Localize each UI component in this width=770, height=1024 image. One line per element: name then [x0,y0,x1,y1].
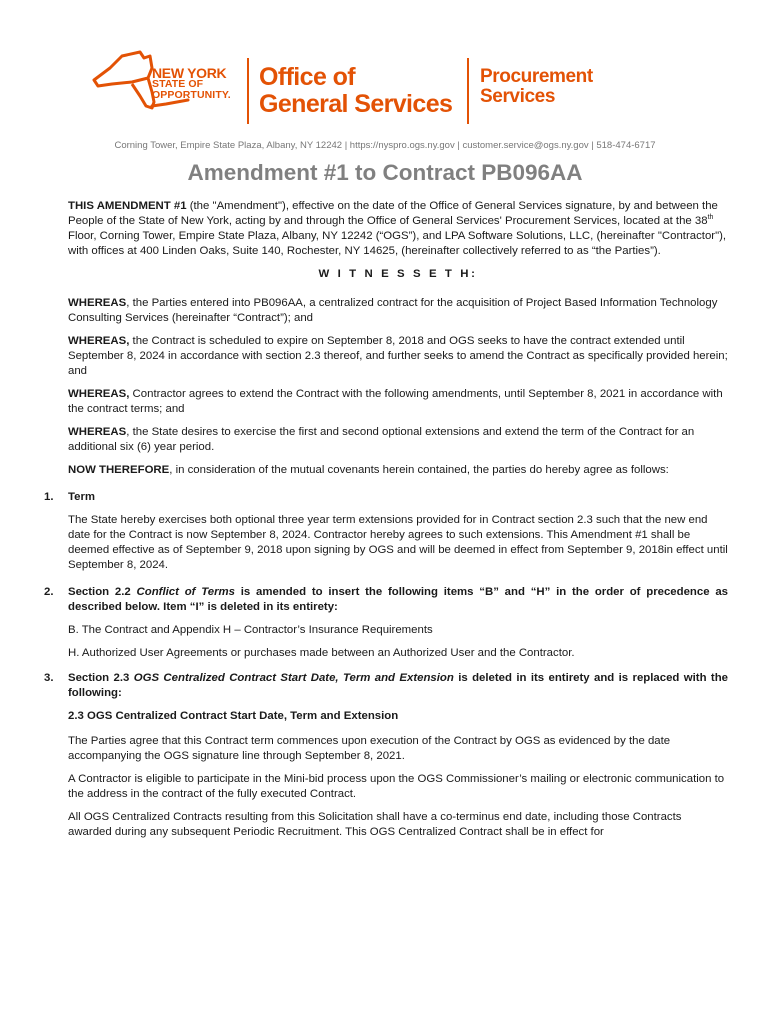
section-3-paragraph: A Contractor is eligible to participate in the Mini-bid process upon the OGS Commissioner’s mailing or electronic communication to the address in the contract of the fully executed Contract. [68,773,725,800]
precedence-item-b: B. The Contract and Appendix H – Contractor’s Insurance Requirements [68,624,433,636]
ogs-name: Office of General Services [259,63,453,118]
whereas-paragraph: WHEREAS, the State desires to exercise the first and second optional extensions and extend the term of the Contract for an additional six (6) year period. [68,426,695,453]
section-2-heading: 2. Section 2.2 Conflict of Terms is amended to insert the following items “B” and “H” in the order of precedence as described below. Item “I” is deleted in its entirety: [44,586,729,613]
procurement-services-name: Procurement Services [480,66,593,107]
whereas-paragraph: WHEREAS, the Contract is scheduled to expire on September 8, 2018 and OGS seeks to have the contract extended until September 8, 2024 in accordance with section 2.3 thereof, and further seeks to amend the Contract as specifically provided herein; and [68,335,728,377]
section-1-body: The State hereby exercises both optional three year term extensions provided for in Contract section 2.3 such that the new end date for the Contract is now September 8, 2024. Contractor hereby agrees to such extensions. This Amendment #1 shall be deemed effective as of September 9, 2018 upon signing by OGS and will be deemed in effect from September 9, 2018in effect until September 8, 2024. [68,514,728,571]
intro-paragraph: THIS AMENDMENT #1 (the "Amendment"), effective on the date of the Office of General Services signature, by and between the People of the State of New York, acting by and through the Office of General Services' Procurement Services, located at the 38th Floor, Corning Tower, Empire State Plaza, Albany, NY 12242 (“OGS”), and LPA Software Solutions, LLC, (hereinafter "Contractor"), with offices at 400 Linden Oaks, Suite 140, Rochester, NY 14625, (hereinafter collectively referred to as “the Parties”). [68,200,727,257]
whereas-paragraph: WHEREAS, the Parties entered into PB096AA, a centralized contract for the acquisition of Project Based Information Technology Consulting Services (hereinafter “Contract”); and [68,297,718,324]
letterhead [0,0,770,140]
logo-divider-2 [467,58,469,124]
contact-line: Corning Tower, Empire State Plaza, Albany, NY 12242 | https://nyspro.ogs.ny.gov | customer.service@ogs.ny.gov | 518-474-6717 [114,140,656,151]
section-3-paragraph: All OGS Centralized Contracts resulting from this Solicitation shall have a co-terminus end date, including those Contracts awarded during any subsequent Periodic Recruitment. This OGS Centralized Contract shall be in effect for [68,811,682,838]
whereas-paragraph: WHEREAS, Contractor agrees to extend the Contract with the following amendments, until September 8, 2021 in accordance with the contract terms; and [68,388,723,415]
document-title: Amendment #1 to Contract PB096AA [187,160,583,185]
logo-divider [247,58,249,124]
section-3-paragraph: The Parties agree that this Contract term commences upon execution of the Contract by OGS as evidenced by the date accompanying the OGS signature line through September 8, 2021. [68,735,671,762]
precedence-item-h: H. Authorized User Agreements or purchases made between an Authorized User and the Contractor. [68,647,575,659]
section-2-3-subtitle: 2.3 OGS Centralized Contract Start Date, Term and Extension [68,710,399,722]
section-1-heading: 1. Term [44,491,96,503]
section-3-heading: 3. Section 2.3 OGS Centralized Contract Start Date, Term and Extension is deleted in its entirety and is replaced with the following: [44,672,728,699]
witnesseth-heading: W I T N E S S E T H: [318,268,478,280]
now-therefore-paragraph: NOW THEREFORE, in consideration of the mutual covenants herein contained, the parties do hereby agree as follows: [68,464,669,476]
document-body [44,199,729,848]
ny-state-logo-text: NEW YORK STATE OF OPPORTUNITY. [152,65,231,101]
